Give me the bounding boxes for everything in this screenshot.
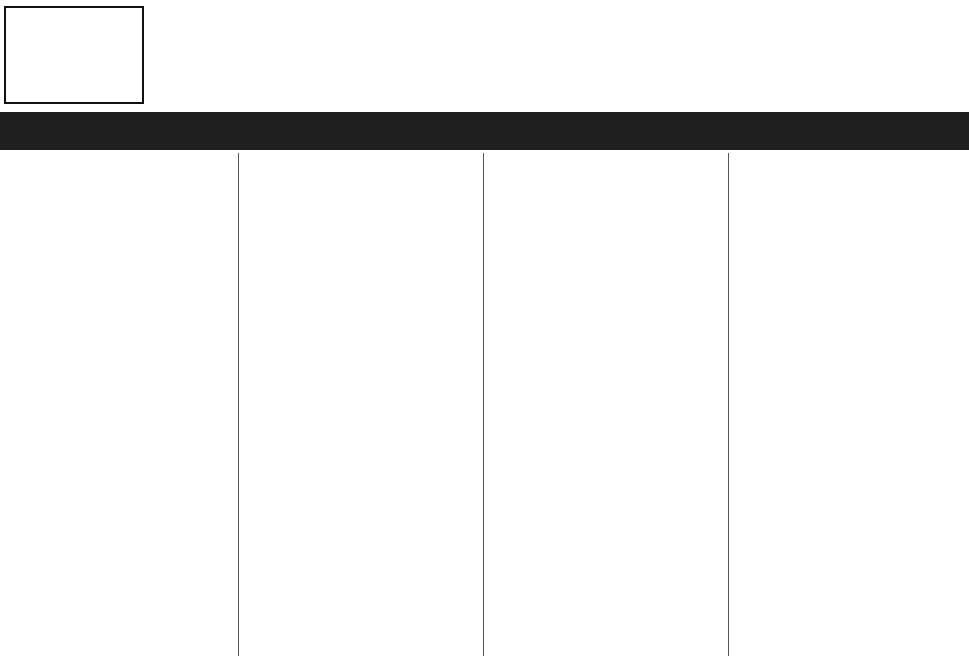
article-column [239, 153, 484, 656]
subheadline-bar [0, 112, 969, 150]
article-column [484, 153, 729, 656]
headline-strip [0, 0, 969, 115]
article-column [0, 153, 239, 656]
article-body [0, 153, 969, 656]
article-column [729, 153, 969, 656]
main-headline [150, 6, 963, 104]
side-headline-box [4, 6, 144, 104]
